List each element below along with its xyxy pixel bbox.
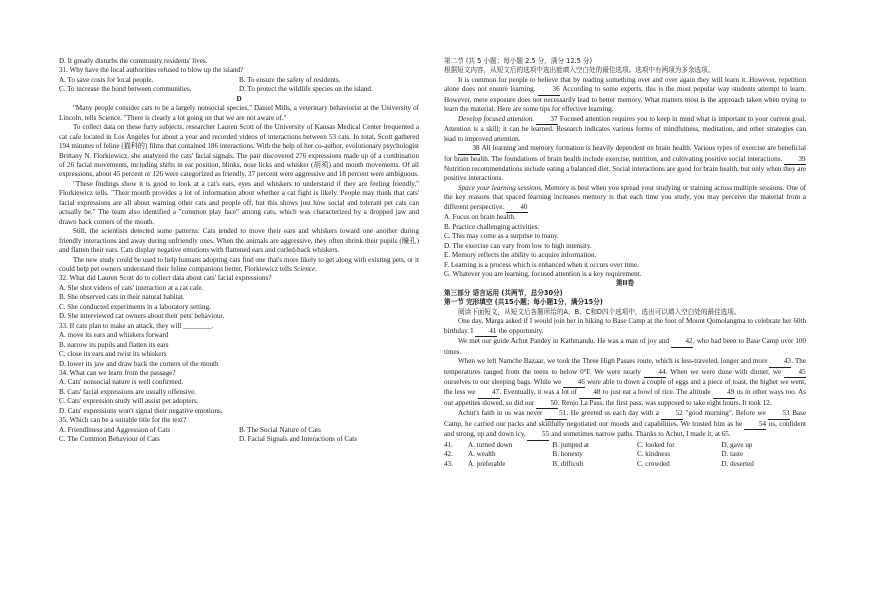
p5-text: The new study could be used to help humans adopting cats find one that's more likely to get along with existing pets, or it could help pet owners understand their feline companions better, Florkiewicz tells <box>59 255 419 273</box>
text: . He greeted us each day with a <box>566 409 659 418</box>
text: When we left Namche Bazaar, we took the Three High Passes route, which is less-traveled, longer and more <box>458 357 768 366</box>
q35-option-a: A. Friendliness and Aggression of Cats <box>59 425 171 434</box>
text: and sometimes narrow paths. Thanks to Achut, I made it, at 65. <box>551 430 731 439</box>
blank-43[interactable]: 43 <box>769 357 791 367</box>
left-column <box>59 57 419 445</box>
blank-53[interactable]: 53 <box>768 409 790 419</box>
q31-option-d: D. To protect the wildlife species on the island. <box>239 85 373 94</box>
blank-37[interactable]: 37 <box>536 115 558 125</box>
text: Memory is best when you spread your studying or training across multiple sessions. One of the key reasons that spaced learning increases memory is that each time you study, you may perceive the material from a different perspective. <box>444 183 806 211</box>
text: the opportunity. <box>498 326 544 335</box>
q42-number: 42. <box>444 450 453 459</box>
cloze7-p4 <box>444 184 806 213</box>
seven-option-f: F. Learning is a process which is enhanced when it occurs over time. <box>444 260 639 269</box>
text: ourselves to our sleeping bags. While we <box>444 377 562 386</box>
text: "good morning". Before we <box>685 409 766 418</box>
question-34: 34. What can we learn from the passage? <box>59 368 176 377</box>
seven-option-g: G. Whatever you are learning, focused attention is a key requirement. <box>444 269 642 278</box>
q33-option-d: D. lower its jaw and draw back the corners of the mouth <box>59 359 219 368</box>
text: Nutrition recommendations include eating a balanced diet. Social interactions are good for brain health, but only when they are positive interactions. <box>444 164 806 183</box>
blank-50[interactable]: 50 <box>536 399 558 409</box>
q42-option-a[interactable]: A. wealth <box>468 450 496 459</box>
blank-49[interactable]: 49 <box>713 388 735 398</box>
cloze7-p1 <box>444 76 806 115</box>
text: us, confident and strong, up and down icy, <box>444 419 806 439</box>
seven-option-a: A. Focus on brain health. <box>444 213 516 222</box>
q43-option-a[interactable]: A. preferable <box>468 459 506 468</box>
blank-47[interactable]: 47 <box>478 388 500 398</box>
q41-option-c[interactable]: C. looked for <box>637 440 675 449</box>
q41-options <box>444 441 806 450</box>
q41-option-a[interactable]: A. turned down <box>468 440 513 449</box>
q31-options-row2 <box>59 85 419 94</box>
q31-option-b: B. To ensure the safety of residents. <box>239 75 341 84</box>
question-31: 31. Why have the local authorities refused to blow up the island? <box>59 66 244 75</box>
section-d-heading: D <box>236 94 242 103</box>
blank-42[interactable]: 42 <box>671 337 693 347</box>
text: us in other ways too. As our appetites slowed, so did our <box>444 388 806 407</box>
blank-39[interactable]: 39 <box>784 155 806 165</box>
p5-science: Science. <box>293 264 317 273</box>
q35-options-row2 <box>59 435 419 444</box>
q35-option-d: D. Facial Signals and Interactions of Cats <box>239 435 358 444</box>
text: . When we were done with dinner, we <box>665 367 782 376</box>
question-35: 35. Which can be a suitable title for the text? <box>59 416 187 425</box>
text: It is common for people to believe that by reading something over and over again they will learn it. However, repetition alone does not ensure learning. <box>444 75 806 94</box>
q35-option-c: C. The Common Behaviour of Cats <box>59 435 160 444</box>
text: One day, Marga asked if I would join her in hiking to Base Camp at the foot of Mount Qomolangma to celebrate her 60th birthday. I <box>444 317 806 335</box>
q32-option-c: C. She conducted experiments in a laboratory setting. <box>59 302 211 311</box>
blank-45[interactable]: 45 <box>784 368 806 378</box>
seven-option-d: D. The exercise can vary from low to high intensity. <box>444 241 592 250</box>
passage-d-p1: "Many people consider cats to be a largely nonsocial species," Daniel Mills, a veterinary behaviorist at the University of Lincoln, tells Science. "There is clearly a lot going on that we are not aware of." <box>59 104 419 122</box>
blank-54[interactable]: 54 <box>744 420 766 430</box>
option-line: D. It greatly disturbs the community residents' lives. <box>59 57 208 65</box>
q43-option-b[interactable]: B. difficult <box>552 459 584 468</box>
q42-option-c[interactable]: C. kindness <box>637 450 671 459</box>
text: . Renjo La Pass, the first pass, was supposed to take eight hours. It took 12. <box>558 398 772 407</box>
q33-option-c: C. close its ears and twist its whiskers <box>59 350 167 359</box>
cloze-p3 <box>444 357 806 409</box>
blank-51[interactable]: 51 <box>545 409 567 419</box>
q34-option-b: B. Cats' facial expressions are usually offensive. <box>59 387 197 396</box>
q34-option-c: C. Cats' expression study will assist pet adopters. <box>59 397 199 406</box>
q42-option-d[interactable]: D. taste <box>721 450 744 459</box>
blank-41[interactable]: 41 <box>475 327 497 337</box>
passage-d-p3: "These findings show it is good to look at a cat's ears, eyes and whiskers to understand if they are feeling friendly," Florkiewicz tells. "Their mouth provides a lot of information about whether a cat fight is likely. People may think that cats' facial expressions are all about warning other cats and people off, but this shows just how social and tolerant pet cats can actually be." The team also identified a "common play face" among cats, which was characterized by a dropped jaw and drawn back corners of the mouth. <box>59 179 419 226</box>
blank-36[interactable]: 36 <box>538 85 560 95</box>
q31-option-a: A. To save costs for local people. <box>59 75 154 84</box>
q32-option-d: D. She interviewed cat owners about their pets' behaviour. <box>59 312 225 321</box>
text: , who had been to Base Camp over 100 times. <box>444 337 806 356</box>
q41-number: 41. <box>444 440 453 449</box>
part-3-heading: 第三部分 语言运用 (共两节，总分30分) <box>444 288 563 297</box>
text: were able to down a couple of eggs and a piece of toast, the higher we went, the less we <box>444 377 806 397</box>
blank-55[interactable]: 55 <box>527 430 549 440</box>
tip-heading: Develop focused attention. <box>458 114 535 123</box>
cloze-instructions: 阅读下面短文，从短文后各题所给的A、B、C和D四个选项中，选出可以填入空白处的最佳选项。 <box>458 307 741 316</box>
cloze-p4 <box>444 409 806 440</box>
question-33: 33. If cats plan to make an attack, they will ________. <box>59 321 214 330</box>
blank-38[interactable]: 38 <box>458 144 480 154</box>
right-column <box>444 57 806 469</box>
q35-option-b: B. The Social Nature of Cats <box>239 425 321 434</box>
q32-option-b: B. She observed cats in their natural habitat. <box>59 293 185 302</box>
text: to just eat a bowl of rice. The altitude <box>602 388 711 397</box>
part-ii-heading: 第II卷 <box>615 279 635 288</box>
text: Base Camp, he carried our packs and skillfully negotiated our moods and capabilities. We trusted him as he <box>444 409 806 428</box>
blank-52[interactable]: 52 <box>661 409 683 419</box>
q43-option-d[interactable]: D. deserted <box>721 459 754 468</box>
q32-option-a: A. She shot videos of cats' interaction at a cat cafe. <box>59 283 204 292</box>
cloze-p2 <box>444 337 806 357</box>
tip-heading: Space your learning sessions. <box>458 183 543 192</box>
text: According to some experts, this is the most popular way students attempt to learn. However, mere exposure does not necessarily lead to better memory. What matters most is the approach taken when trying to learn the material. Here are some tips for effective learning. <box>444 85 806 114</box>
text: Achut's faith in us was never <box>458 409 543 418</box>
q35-options-row1 <box>59 426 419 435</box>
blank-40[interactable]: 40 <box>506 203 528 213</box>
q43-options <box>444 460 806 469</box>
text: All learning and memory formation is heavily dependent on brain health. Various types of exercise are beneficial for brain health. The foundations of brain health include exercise, nutrition, and cultivating positive social interactions. <box>444 144 806 163</box>
passage-d-p5 <box>59 256 419 275</box>
cloze-p1 <box>444 317 806 337</box>
question-32: 32. What did Lauren Scott do to collect data about cats' facial expressions? <box>59 274 272 283</box>
q31-option-c: C. To increase the bond between communities. <box>59 85 192 94</box>
q34-option-d: D. Cats' expressions won't signal their negative emotions. <box>59 406 223 415</box>
passage-d-p2: To collect data on these furry subjects, researcher Lauren Scott of the University of Kansas Medical Center frequented a cat cafe located in Los Angeles for about a year and recorded videos of interactions between 53 cats. In total, Scott gathered 194 minutes of feline (猫科的) films that contained 186 interactions. With the help of her co-author, evolutionary psychologist Brittany N. Florkiewicz, she analyzed the cats' facial signals. The pair discovered 276 expressions made up of a combination of 26 facial movements, including shifts in ear position, blinks, nose licks and whisker (胡须) and mouth movements. Of all expressions, about 45 percent or 126 were categorized as friendly, 37 percent were aggressive and 18 percent were ambiguous. <box>59 123 419 179</box>
text: Focused attention requires you to keep in mind what is important to your current goal. Attention is a skill; it can be learned. Research indicates various forms of mindfulness, meditation, and other strategies can lead to improved attention. <box>444 114 806 143</box>
section-2-instructions: 根据短文内容，从短文后的选项中选出能填入空白处的最佳选项。选项中有两项为多余选项。 <box>444 66 715 75</box>
q43-option-c[interactable]: C. crowded <box>637 459 670 468</box>
q41-option-d[interactable]: D. gave up <box>721 440 753 449</box>
seven-option-e: E. Memory reflects the ability to acquire information. <box>444 251 597 260</box>
text: We met our guide Achut Pandey in Kathmandu. He was a man of joy and <box>458 337 670 346</box>
q41-option-b[interactable]: B. jumped at <box>552 440 589 449</box>
q33-option-b: B. narrow its pupils and flatten its ears <box>59 340 169 349</box>
seven-option-b: B. Practice challenging activities. <box>444 222 540 231</box>
q43-number: 43. <box>444 459 453 468</box>
blank-44[interactable]: 44 <box>644 368 666 378</box>
cloze7-p2 <box>444 115 806 144</box>
cloze7-p3 <box>444 144 806 184</box>
blank-48[interactable]: 48 <box>579 388 601 398</box>
text: . Eventually, it was a lot of <box>499 388 577 397</box>
section-2-heading: 第二节 (共 5 小题；每小题 2.5 分，满分 12.5 分) <box>444 57 593 65</box>
q34-option-a: A. Cats' nonsocial nature is well confirmed. <box>59 378 184 387</box>
q42-options <box>444 450 806 459</box>
seven-option-c: C. This may come as a surprise to many. <box>444 232 559 241</box>
passage-d-p4: Still, the scientists detected some patterns: Cats tended to move their ears and whiskers toward one another during friendly interactions and away during unfriendly ones. When the animals are aggressive, they often shrink their pupils (瞳孔) and flatten their ears. Cats display negative emotions with flattened ears and curled-back whiskers. <box>59 227 419 255</box>
q31-options-row1 <box>59 76 419 85</box>
q42-option-b[interactable]: B. honesty <box>552 450 583 459</box>
text: . The temperatures ranged from the teens to below 0°F. We were nearly <box>444 357 806 376</box>
cloze-section-heading: 第一节 完形填空 (共15小题；每小题1分，满分15分) <box>444 298 603 307</box>
q33-option-a: A. move its ears and whiskers forward <box>59 331 169 340</box>
blank-46[interactable]: 46 <box>563 378 585 388</box>
